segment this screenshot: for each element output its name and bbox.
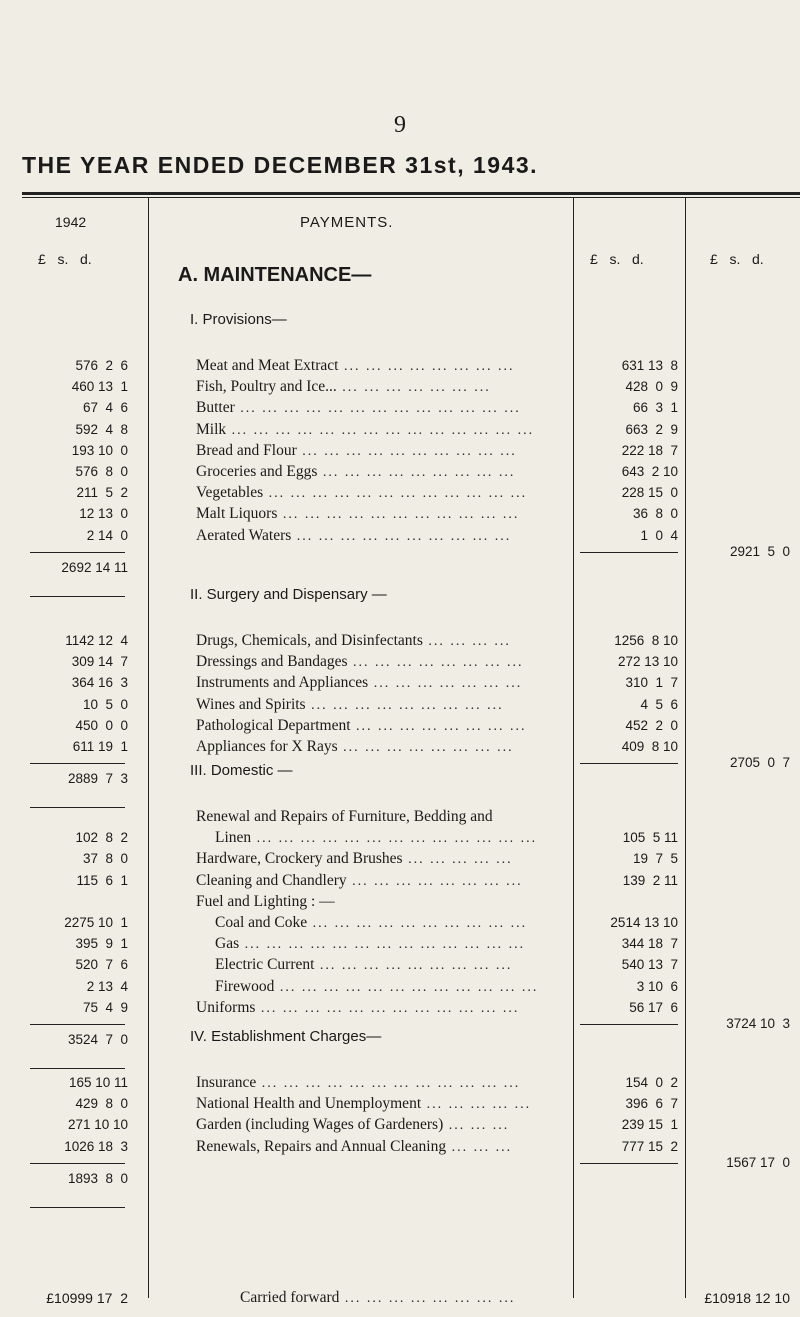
leader-dots: ... ... ... ... ... ... ... ... [350, 718, 527, 734]
current-year-amount: 344 18 7 [621, 936, 678, 952]
leader-dots: ... ... ... [443, 1118, 510, 1134]
subtotal-rule-left [30, 1024, 125, 1025]
line-item-label: Renewals, Repairs and Annual Cleaning [196, 1137, 447, 1155]
prev-year-subtotal: 2889 7 3 [67, 771, 128, 787]
current-year-amount: 540 13 7 [621, 957, 678, 973]
line-item-label: National Health and Unemployment [196, 1095, 422, 1113]
line-item [215, 829, 537, 847]
leader-dots: ... ... ... ... ... ... ... ... ... ... ... ... [274, 979, 539, 995]
leader-dots: ... ... ... ... ... ... ... [336, 380, 491, 396]
line-item [196, 808, 493, 826]
leader-dots: ... ... ... ... ... ... ... ... ... [305, 697, 504, 713]
prev-year-amount: 10 5 0 [82, 696, 128, 712]
line-item-label: Instruments and Appliances [196, 674, 369, 692]
current-year-amount: 1256 8 10 [614, 633, 678, 648]
subtotal-underline-left [30, 596, 125, 597]
section-heading: II. Surgery and Dispensary — [190, 586, 387, 603]
current-year-amount: 2514 13 10 [610, 915, 678, 930]
col-divider-1 [148, 198, 149, 1298]
line-item [196, 696, 504, 714]
line-item-label: Bread and Flour [196, 441, 297, 459]
section-total: 1567 17 0 [726, 1154, 790, 1170]
leader-dots: ... ... ... ... ... ... ... ... ... ... ... ... [256, 1076, 521, 1091]
subtotal-underline-left [30, 1207, 125, 1208]
line-item [196, 1074, 520, 1092]
currency-mid: £ s. d. [590, 251, 644, 267]
current-year-amount: 428 0 9 [625, 379, 678, 395]
line-item [215, 956, 512, 974]
subtotal-rule-left [30, 763, 125, 764]
subtotal-rule-left [30, 552, 125, 553]
prev-year-amount: 1142 12 4 [65, 633, 128, 648]
leader-dots: ... ... ... [446, 1139, 513, 1155]
line-item-label: Gas [215, 935, 240, 953]
line-item-label: Dressings and Bandages [196, 653, 348, 671]
leader-dots: ... ... ... ... ... ... ... ... ... ... ... ... ... [251, 831, 538, 847]
line-item-label: Wines and Spirits [196, 695, 306, 713]
line-item [196, 850, 513, 868]
line-item [196, 1116, 509, 1134]
prev-year-amount: 102 8 2 [75, 830, 128, 846]
current-year-amount: 310 1 7 [625, 675, 678, 691]
prev-year-amount: 576 8 0 [75, 464, 128, 479]
prev-year-amount: 193 10 0 [71, 442, 128, 458]
prev-year-amount: 165 10 11 [68, 1075, 128, 1090]
current-year-amount: 631 13 8 [621, 358, 678, 373]
line-item [196, 357, 514, 375]
current-year-amount: 1 0 4 [640, 527, 678, 543]
prev-year-amount: 592 4 8 [75, 421, 128, 437]
line-item-label: Malt Liquors [196, 505, 278, 523]
section-total: 2705 0 7 [729, 755, 790, 771]
line-item-label: Renewal and Repairs of Furniture, Bedding and [196, 808, 493, 825]
prev-year-amount: 460 13 1 [71, 379, 128, 395]
carried-forward-text: Carried forward [240, 1289, 340, 1306]
line-item [196, 505, 519, 523]
subtotal-underline-left [30, 1068, 125, 1069]
leader-dots: ... ... ... ... ... ... ... ... ... ... ... ... ... [239, 937, 526, 953]
prev-year-amount: 1026 18 3 [64, 1138, 128, 1154]
current-year-amount: 3 10 6 [636, 978, 678, 994]
line-item [196, 1138, 512, 1156]
currency-left: £ s. d. [38, 251, 92, 267]
leader-dots: ... ... ... ... ... ... ... ... [347, 655, 524, 671]
line-item-label: Groceries and Eggs [196, 463, 318, 480]
line-item-label: Appliances for X Rays [196, 738, 338, 755]
line-item [196, 421, 534, 439]
footer-total: £10918 12 10 [704, 1290, 790, 1306]
current-year-amount: 36 8 0 [632, 506, 678, 522]
line-item-label: Insurance [196, 1074, 257, 1091]
line-item [215, 978, 538, 996]
line-item-label: Uniforms [196, 998, 256, 1016]
current-year-amount: 663 2 9 [625, 421, 678, 437]
line-item-label: Drugs, Chemicals, and Disinfectants [196, 632, 423, 649]
line-item [196, 399, 521, 417]
current-year-amount: 239 15 1 [621, 1117, 678, 1133]
top-rule-thin [22, 197, 800, 198]
prev-year-amount: 2 13 4 [86, 978, 128, 994]
section-heading: I. Provisions— [190, 311, 287, 328]
page-number: 9 [394, 112, 406, 138]
section-total: 3724 10 3 [726, 1016, 790, 1031]
leader-dots: ... ... ... ... ... ... ... ... ... ... [307, 916, 528, 931]
leader-dots: ... ... ... ... ... ... ... ... ... ... [296, 443, 517, 459]
leader-dots: ... ... ... ... ... ... ... ... [346, 873, 523, 889]
subtotal-rule-left [30, 1163, 125, 1164]
line-item-label: Electric Current [215, 956, 315, 974]
prev-year-amount: 211 5 2 [76, 485, 128, 501]
footer-prev-total: £10999 17 2 [46, 1290, 128, 1306]
year-header: 1942 [55, 214, 87, 230]
prev-year-amount: 309 14 7 [71, 654, 128, 670]
prev-year-amount: 429 8 0 [75, 1096, 128, 1112]
line-item [196, 872, 523, 890]
leader-dots: ... ... ... ... ... ... ... ... ... [314, 958, 513, 974]
leader-dots: ... ... ... ... ... ... ... ... [338, 359, 515, 374]
line-item [196, 632, 511, 650]
prev-year-amount: 364 16 3 [71, 675, 128, 691]
line-item-label: Cleaning and Chandlery [196, 871, 347, 889]
current-year-amount: 19 7 5 [632, 851, 678, 867]
current-year-amount: 777 15 2 [621, 1138, 678, 1154]
prev-year-subtotal: 1893 8 0 [67, 1170, 128, 1186]
line-item [196, 378, 491, 396]
top-rule [22, 192, 800, 195]
line-item-label: Coal and Coke [215, 914, 308, 931]
current-year-amount: 139 2 11 [622, 872, 678, 888]
current-year-amount: 105 5 11 [622, 830, 678, 846]
leader-dots: ... ... ... ... ... [421, 1097, 532, 1113]
subtotal-rule-mid [580, 1024, 678, 1025]
line-item [196, 999, 519, 1017]
prev-year-amount: 2275 10 1 [64, 915, 128, 930]
line-item [196, 717, 527, 735]
leader-dots: ... ... ... ... ... [402, 852, 513, 868]
current-year-amount: 228 15 0 [621, 485, 678, 501]
subtotal-rule-mid [580, 763, 678, 764]
prev-year-amount: 75 4 9 [82, 999, 128, 1015]
current-year-amount: 154 0 2 [625, 1075, 678, 1090]
current-year-amount: 452 2 0 [625, 717, 678, 733]
section-total: 2921 5 0 [729, 543, 790, 559]
leader-dots: ... ... ... ... ... ... ... ... ... ... [291, 528, 512, 544]
prev-year-amount: 611 19 1 [72, 739, 128, 754]
line-item [196, 893, 335, 911]
line-item-label: Linen [215, 829, 252, 847]
current-year-amount: 643 2 10 [621, 464, 678, 479]
line-item [196, 674, 522, 692]
prev-year-amount: 271 10 10 [67, 1117, 128, 1133]
line-item-label: Garden (including Wages of Gardeners) [196, 1116, 444, 1134]
leader-dots: ... ... ... ... ... ... ... ... ... ... ... ... [255, 1000, 520, 1016]
subtotal-underline-left [30, 807, 125, 808]
section-heading: III. Domestic — [190, 762, 293, 779]
current-year-amount: 66 3 1 [632, 400, 678, 416]
line-item-label: Butter [196, 399, 235, 417]
prev-year-amount: 2 14 0 [86, 527, 128, 543]
maintenance-heading: A. MAINTENANCE— [178, 264, 372, 286]
line-item [215, 935, 525, 953]
line-item-label: Fish, Poultry and Ice... [196, 378, 337, 396]
line-item-label: Meat and Meat Extract [196, 357, 339, 374]
line-item [215, 914, 527, 932]
leader-dots: ... ... ... ... ... ... ... ... ... [317, 465, 516, 480]
leader-dots: ... ... ... ... ... ... ... [368, 676, 523, 692]
payments-header: PAYMENTS. [300, 214, 394, 231]
leader-dots: ... ... ... ... ... ... ... ... [337, 740, 514, 755]
carried-forward-label [240, 1289, 515, 1307]
subtotal-rule-mid [580, 1163, 678, 1164]
current-year-amount: 272 13 10 [617, 654, 678, 670]
current-year-amount: 56 17 6 [629, 999, 678, 1015]
prev-year-amount: 395 9 1 [75, 936, 128, 952]
current-year-amount: 409 8 10 [621, 739, 678, 754]
line-item-label: Fuel and Lighting : — [196, 892, 335, 910]
col-divider-3 [685, 198, 686, 1298]
leader-dots: ... ... ... ... ... ... ... ... ... ... ... ... ... [234, 401, 521, 417]
prev-year-amount: 520 7 6 [75, 957, 128, 973]
line-item [196, 527, 511, 545]
current-year-amount: 4 5 6 [640, 696, 678, 712]
prev-year-amount: 115 6 1 [76, 872, 128, 888]
line-item [196, 653, 524, 671]
line-item [196, 1095, 531, 1113]
prev-year-amount: 576 2 6 [75, 358, 128, 373]
line-item [196, 463, 515, 481]
prev-year-subtotal: 3524 7 0 [67, 1032, 128, 1047]
subtotal-rule-mid [580, 552, 678, 553]
current-year-amount: 222 18 7 [621, 442, 678, 458]
prev-year-amount: 67 4 6 [82, 400, 128, 416]
leader-dots: ... ... ... ... ... ... ... ... ... ... ... ... [263, 486, 528, 502]
line-item-label: Firewood [215, 977, 275, 995]
prev-year-amount: 450 0 0 [75, 717, 128, 733]
line-item-label: Vegetables [196, 484, 264, 502]
leader-dots: ... ... ... ... [422, 634, 511, 649]
current-year-amount: 396 6 7 [625, 1096, 678, 1112]
section-heading: IV. Establishment Charges— [190, 1028, 382, 1045]
line-item [196, 484, 527, 502]
page-title: THE YEAR ENDED DECEMBER 31st, 1943. [22, 152, 539, 178]
currency-right: £ s. d. [710, 251, 764, 267]
prev-year-subtotal: 2692 14 11 [61, 559, 128, 575]
line-item-label: Pathological Department [196, 716, 351, 734]
line-item-label: Hardware, Crockery and Brushes [196, 850, 403, 868]
line-item [196, 442, 517, 460]
line-item-label: Aerated Waters [196, 526, 292, 544]
line-item-label: Milk [196, 420, 227, 438]
leader-dots: ... ... ... ... ... ... ... ... [339, 1291, 516, 1306]
prev-year-amount: 12 13 0 [79, 506, 128, 522]
line-item [196, 738, 514, 756]
prev-year-amount: 37 8 0 [82, 851, 128, 867]
leader-dots: ... ... ... ... ... ... ... ... ... ... ... ... ... ... [226, 422, 535, 438]
leader-dots: ... ... ... ... ... ... ... ... ... ... ... [277, 507, 520, 523]
